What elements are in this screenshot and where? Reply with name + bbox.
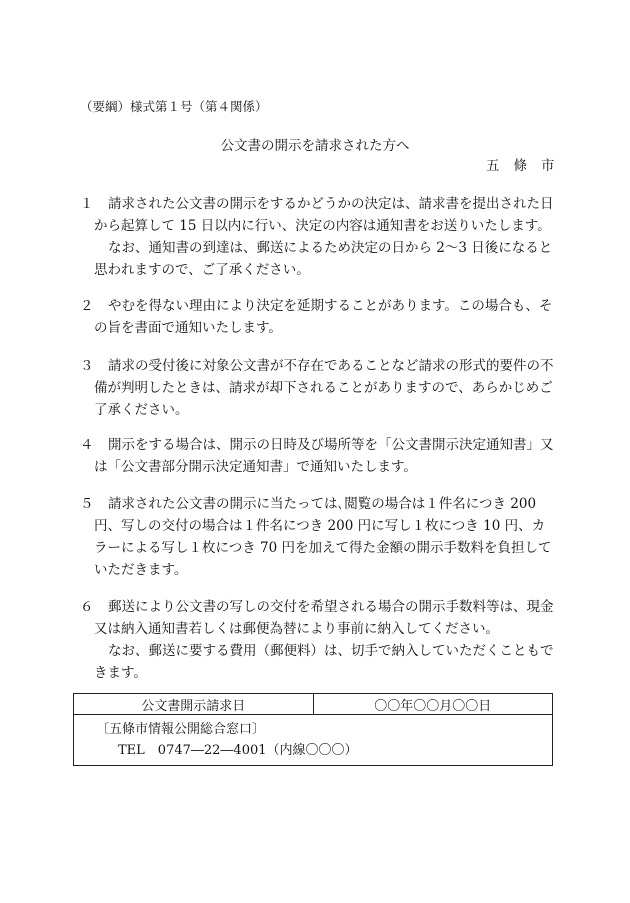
section-paragraph: 請求された公文書の開示に当たっては､閲覧の場合は１件名につき 200 円、写しの交付の場合は１件名につき 200 円に写し１枚につき 10 円、カラーによる写し１枚につき 70 円を加えて得た金額の開示手数料を負担していただきます。 bbox=[94, 496, 552, 578]
section-paragraph: 請求された公文書の開示をするかどうかの決定は、請求書を提出された日から起算して 15 日以内に行い、決定の内容は通知書をお送りいたします。 bbox=[94, 196, 554, 234]
section-paragraph: 開示をする場合は、開示の日時及び場所等を「公文書開示決定通知書」又は「公文書部分開示決定通知書」で通知いたします。 bbox=[94, 437, 554, 475]
request-date-value: 〇〇年〇〇月〇〇日 bbox=[313, 694, 553, 715]
section-number: ４ bbox=[80, 437, 94, 453]
page-title: 公文書の開示を請求された方へ bbox=[220, 138, 410, 154]
section-paragraph: 郵送により公文書の写しの交付を希望される場合の開示手数料等は、現金又は納入通知書若しくは郵便為替により事前に納入してください。 bbox=[94, 599, 554, 637]
contact-office: 〔五條市情報公開総合窓口〕 bbox=[96, 722, 266, 737]
request-info-table bbox=[73, 693, 553, 766]
section-3 bbox=[80, 355, 555, 421]
contact-cell bbox=[74, 715, 553, 766]
section-2 bbox=[80, 295, 555, 339]
section-4 bbox=[80, 434, 555, 478]
request-date-label: 公文書開示請求日 bbox=[74, 694, 314, 715]
section-paragraph: なお、郵送に要する費用（郵便料）は、切手で納入していただくこともできます。 bbox=[94, 643, 554, 681]
issuer-name: 五條市 bbox=[486, 158, 569, 174]
contact-phone: TEL 0747―22―4001（内線〇〇〇） bbox=[118, 743, 358, 758]
section-number: ２ bbox=[80, 298, 94, 314]
section-paragraph: 請求の受付後に対象公文書が不存在であることなど請求の形式的要件の不備が判明したときは、請求が却下されることがありますので、あらかじめご了承ください。 bbox=[94, 358, 554, 418]
section-number: １ bbox=[80, 196, 94, 212]
section-paragraph: やむを得ない理由により決定を延期することがあります。この場合も、その旨を書面で通知いたします。 bbox=[94, 298, 553, 336]
form-reference: （要綱）様式第１号（第４関係） bbox=[80, 99, 268, 114]
section-paragraph: なお、通知書の到達は、郵送によるため決定の日から 2〜3 日後になると思われますので、ご了承ください。 bbox=[94, 240, 553, 278]
section-number: ３ bbox=[80, 358, 94, 374]
section-5 bbox=[80, 493, 555, 581]
section-1 bbox=[80, 193, 555, 281]
section-number: ５ bbox=[80, 496, 94, 512]
section-6 bbox=[80, 596, 555, 684]
section-number: ６ bbox=[80, 599, 94, 615]
